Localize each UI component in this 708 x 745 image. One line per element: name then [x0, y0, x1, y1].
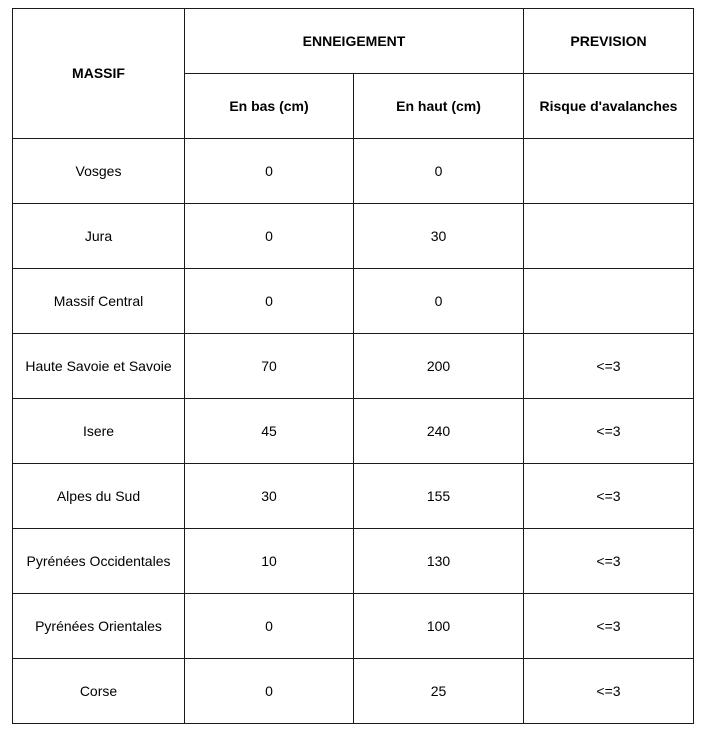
en-bas-cell: 45: [185, 399, 354, 464]
risque-cell: <=3: [524, 659, 694, 724]
table-row: [13, 334, 694, 399]
risque-cell: <=3: [524, 334, 694, 399]
header-massif: MASSIF: [13, 9, 185, 139]
risque-cell: <=3: [524, 464, 694, 529]
risque-cell: <=3: [524, 529, 694, 594]
en-haut-cell: 0: [354, 139, 524, 204]
table-row: [13, 399, 694, 464]
snow-report-table: [12, 8, 694, 724]
massif-cell: Isere: [13, 399, 185, 464]
en-haut-cell: 0: [354, 269, 524, 334]
table-row: [13, 269, 694, 334]
en-bas-cell: 0: [185, 204, 354, 269]
header-enneigement: ENNEIGEMENT: [185, 9, 524, 74]
en-haut-cell: 240: [354, 399, 524, 464]
massif-cell: Haute Savoie et Savoie: [13, 334, 185, 399]
table-row: [13, 594, 694, 659]
en-bas-cell: 70: [185, 334, 354, 399]
table-row: [13, 139, 694, 204]
en-haut-cell: 200: [354, 334, 524, 399]
table-row: [13, 529, 694, 594]
table-body: [13, 139, 694, 724]
en-bas-cell: 10: [185, 529, 354, 594]
risque-cell: [524, 139, 694, 204]
en-haut-cell: 25: [354, 659, 524, 724]
header-en-bas: En bas (cm): [185, 74, 354, 139]
risque-cell: [524, 269, 694, 334]
massif-cell: Alpes du Sud: [13, 464, 185, 529]
table-row: [13, 464, 694, 529]
header-prevision: PREVISION: [524, 9, 694, 74]
massif-cell: Jura: [13, 204, 185, 269]
en-haut-cell: 155: [354, 464, 524, 529]
en-bas-cell: 0: [185, 269, 354, 334]
table-row: [13, 659, 694, 724]
en-bas-cell: 30: [185, 464, 354, 529]
risque-cell: [524, 204, 694, 269]
header-en-haut: En haut (cm): [354, 74, 524, 139]
en-haut-cell: 100: [354, 594, 524, 659]
risque-cell: <=3: [524, 399, 694, 464]
header-risque-avalanches: Risque d'avalanches: [524, 74, 694, 139]
header-row-groups: [13, 9, 694, 74]
massif-cell: Massif Central: [13, 269, 185, 334]
en-haut-cell: 130: [354, 529, 524, 594]
en-bas-cell: 0: [185, 139, 354, 204]
massif-cell: Pyrénées Orientales: [13, 594, 185, 659]
table-header: [13, 9, 694, 139]
en-bas-cell: 0: [185, 659, 354, 724]
en-bas-cell: 0: [185, 594, 354, 659]
risque-cell: <=3: [524, 594, 694, 659]
massif-cell: Corse: [13, 659, 185, 724]
massif-cell: Vosges: [13, 139, 185, 204]
massif-cell: Pyrénées Occidentales: [13, 529, 185, 594]
en-haut-cell: 30: [354, 204, 524, 269]
table-row: [13, 204, 694, 269]
